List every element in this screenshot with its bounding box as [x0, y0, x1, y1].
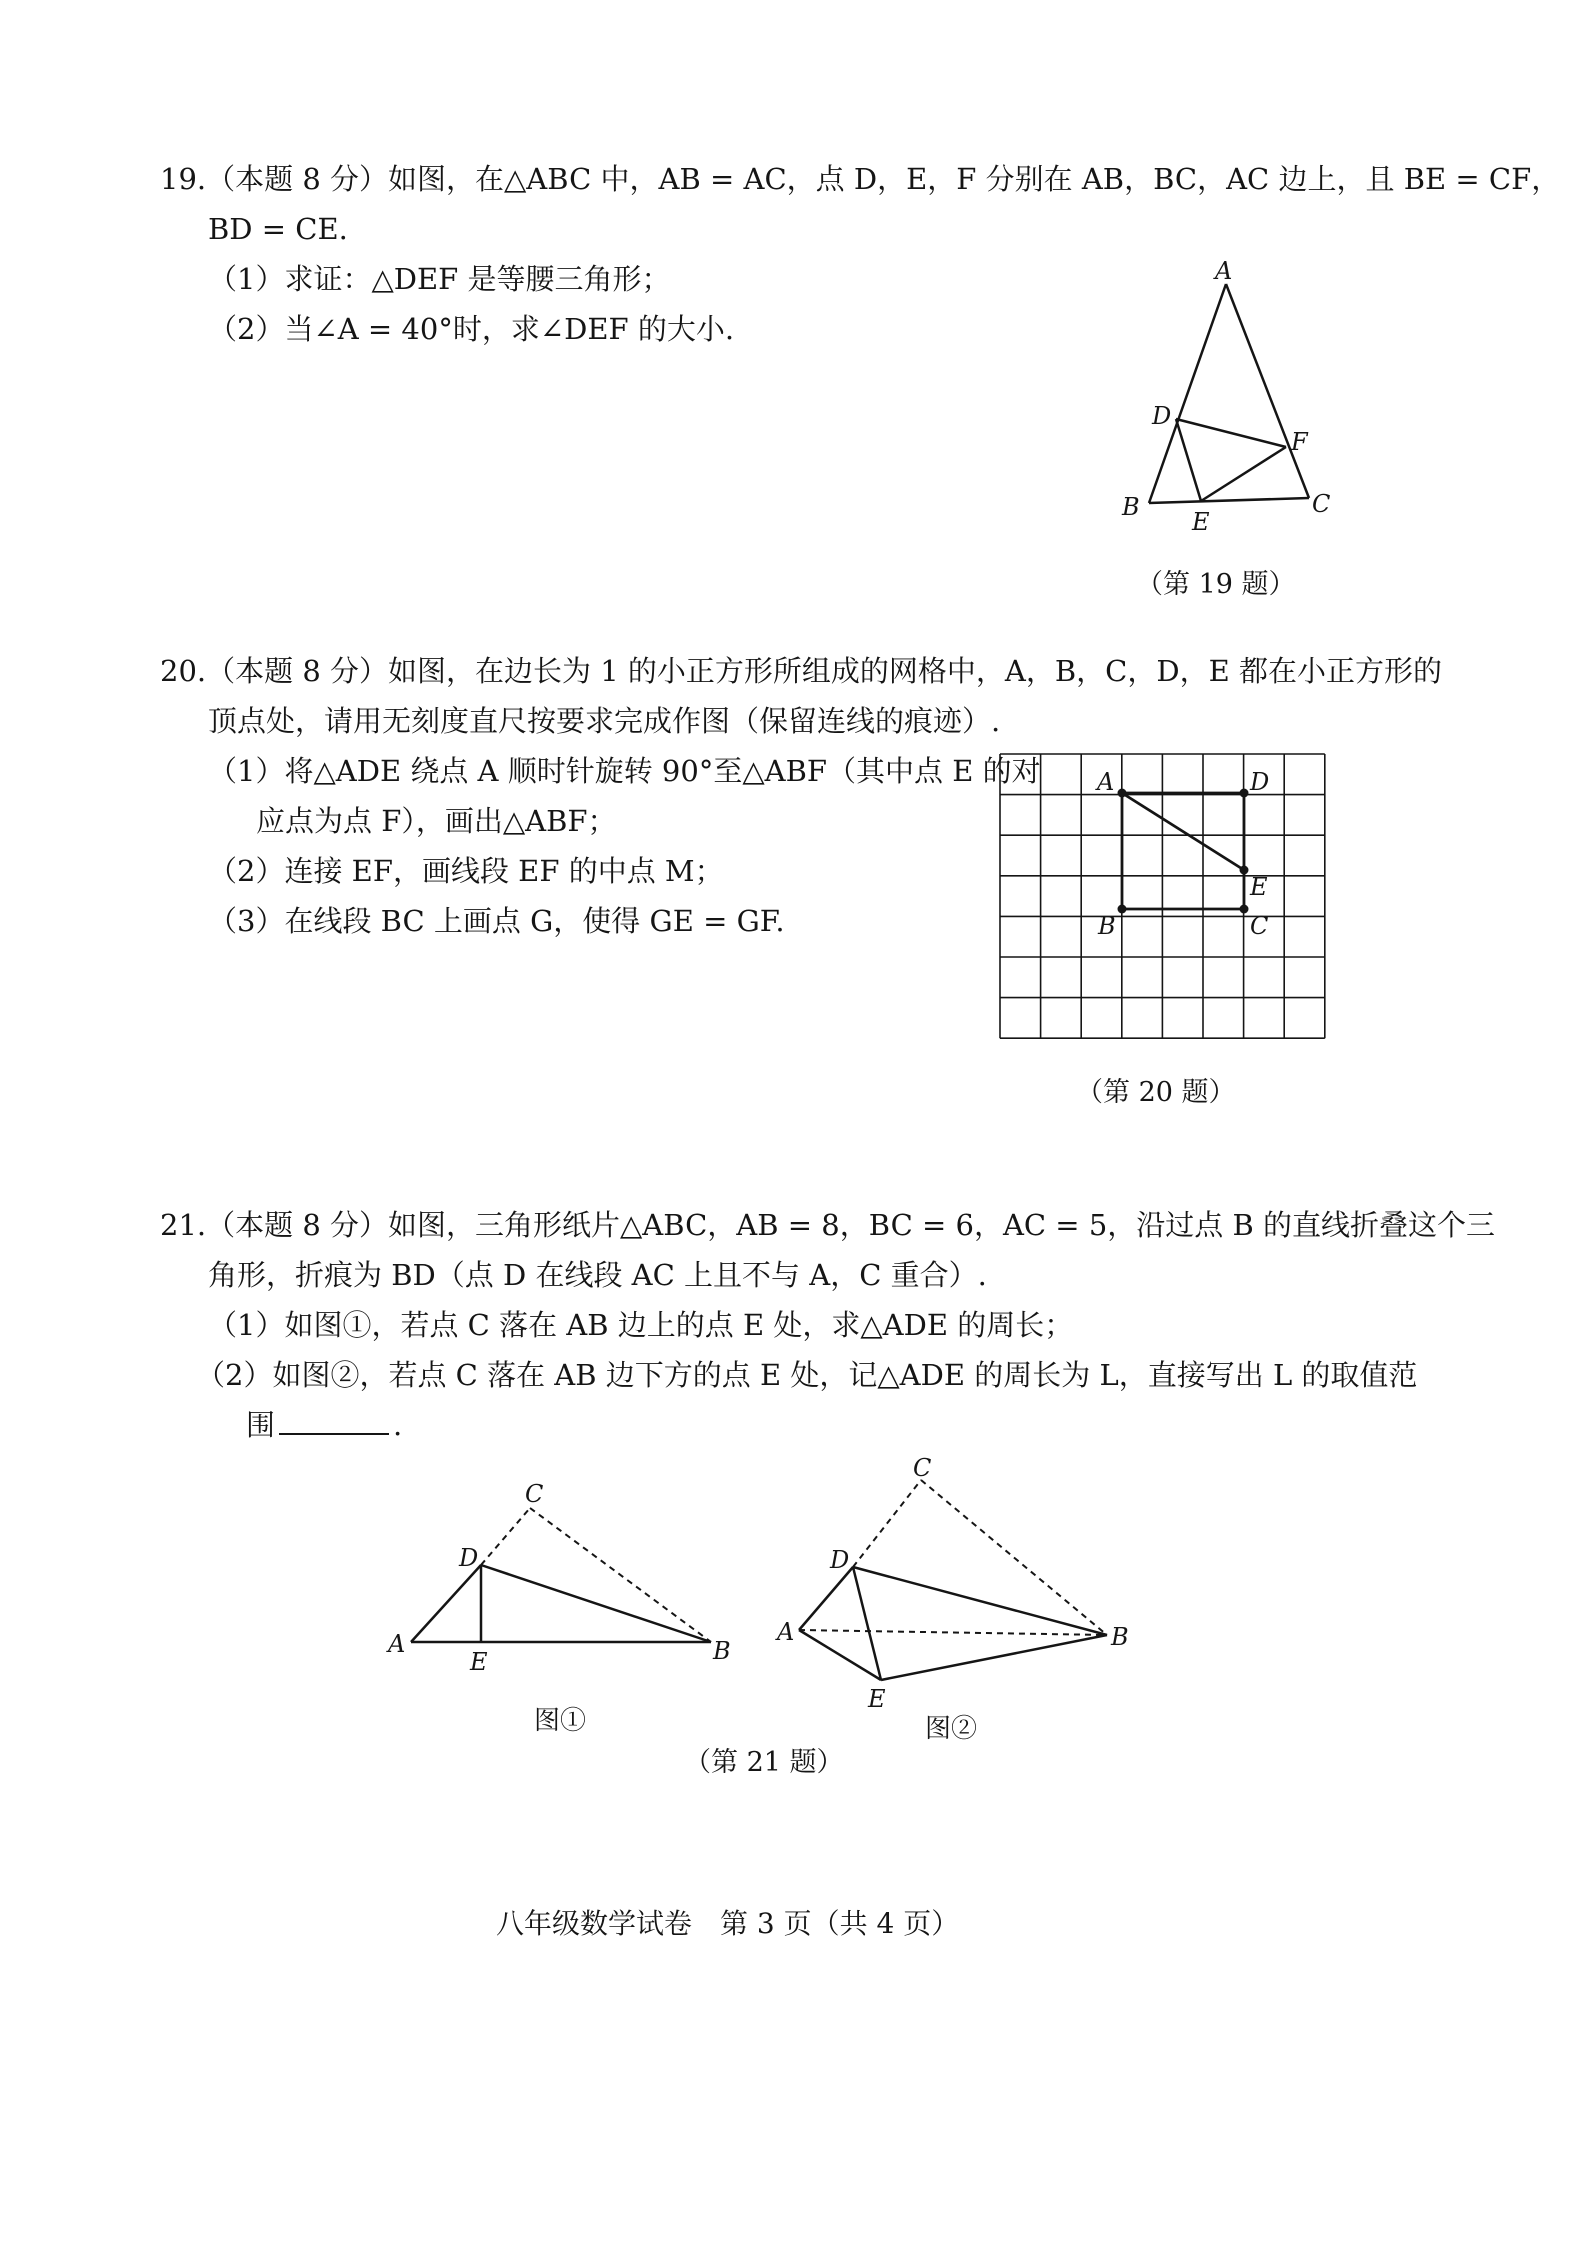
q19-label-E: E: [1192, 508, 1210, 536]
q21-caption: （第 21 题）: [684, 1747, 844, 1778]
q19-caption: （第 19 题）: [1136, 569, 1296, 600]
q21-line-1: 21.（本题 8 分）如图，三角形纸片△ABC，AB = 8，BC = 6，AC = 5，沿过点 B 的直线折叠这个三: [160, 1208, 1496, 1242]
q20-label-B: B: [1098, 912, 1116, 940]
fig1-caption: 图①: [534, 1706, 587, 1736]
q19-label-F: F: [1291, 428, 1308, 456]
q20-label-C: C: [1250, 912, 1269, 940]
q21-line-4: （2）如图②，若点 C 落在 AB 边下方的点 E 处，记△ADE 的周长为 L，直接写出 L 的取值范: [196, 1358, 1418, 1392]
fig1-label-D: D: [459, 1544, 479, 1572]
q20-caption: （第 20 题）: [1076, 1077, 1236, 1108]
q19-label-A: A: [1215, 257, 1233, 285]
fig1-label-A: A: [388, 1630, 406, 1658]
q19-label-B: B: [1122, 493, 1140, 521]
q20-line-2: 顶点处，请用无刻度直尺按要求完成作图（保留连线的痕迹）.: [208, 704, 1001, 738]
fig1-label-C: C: [525, 1480, 544, 1508]
fig2-label-A: A: [777, 1618, 795, 1646]
q20-line-3: （1）将△ADE 绕点 A 顺时针旋转 90°至△ABF（其中点 E 的对: [208, 754, 1041, 788]
q21-line-3: （1）如图①，若点 C 落在 AB 边上的点 E 处，求△ADE 的周长；: [208, 1308, 1074, 1342]
fig1-label-E: E: [470, 1648, 488, 1676]
fig1-label-B: B: [713, 1637, 731, 1665]
fig2-caption: 图②: [925, 1714, 978, 1744]
q20-line-5: （2）连接 EF，画线段 EF 的中点 M；: [208, 854, 724, 888]
q20-label-E: E: [1250, 873, 1268, 901]
q19-label-D: D: [1152, 402, 1172, 430]
q19-line-3: （1）求证：△DEF 是等腰三角形；: [208, 262, 671, 296]
q20-label-D: D: [1250, 768, 1270, 796]
q21-line-5-text: 围: [246, 1408, 276, 1442]
page-footer: 八年级数学试卷 第 3 页（共 4 页）: [496, 1907, 960, 1940]
q20-line-6: （3）在线段 BC 上画点 G，使得 GE = GF.: [208, 904, 785, 938]
q20-line-1: 20.（本题 8 分）如图，在边长为 1 的小正方形所组成的网格中，A，B，C，D，E 都在小正方形的: [160, 654, 1442, 688]
q20-label-A: A: [1097, 768, 1115, 796]
answer-blank: [279, 1407, 389, 1435]
q21-line-2: 角形，折痕为 BD（点 D 在线段 AC 上且不与 A，C 重合）.: [208, 1258, 987, 1292]
fig2-label-D: D: [830, 1546, 850, 1574]
q19-line-1: 19.（本题 8 分）如图，在△ABC 中，AB = AC，点 D，E，F 分别在 AB，BC，AC 边上，且 BE = CF，: [160, 162, 1561, 196]
fig2-label-E: E: [868, 1685, 886, 1713]
q21-line-5-end: .: [393, 1408, 403, 1442]
q19-line-2: BD = CE.: [208, 212, 348, 246]
fig2-label-C: C: [913, 1454, 932, 1482]
q21-line-5: [246, 1406, 402, 1444]
q19-line-4: （2）当∠A = 40°时，求∠DEF 的大小.: [208, 312, 735, 346]
q20-line-4: 应点为点 F），画出△ABF；: [256, 804, 617, 838]
fig2-label-B: B: [1111, 1623, 1129, 1651]
q19-label-C: C: [1312, 490, 1331, 518]
